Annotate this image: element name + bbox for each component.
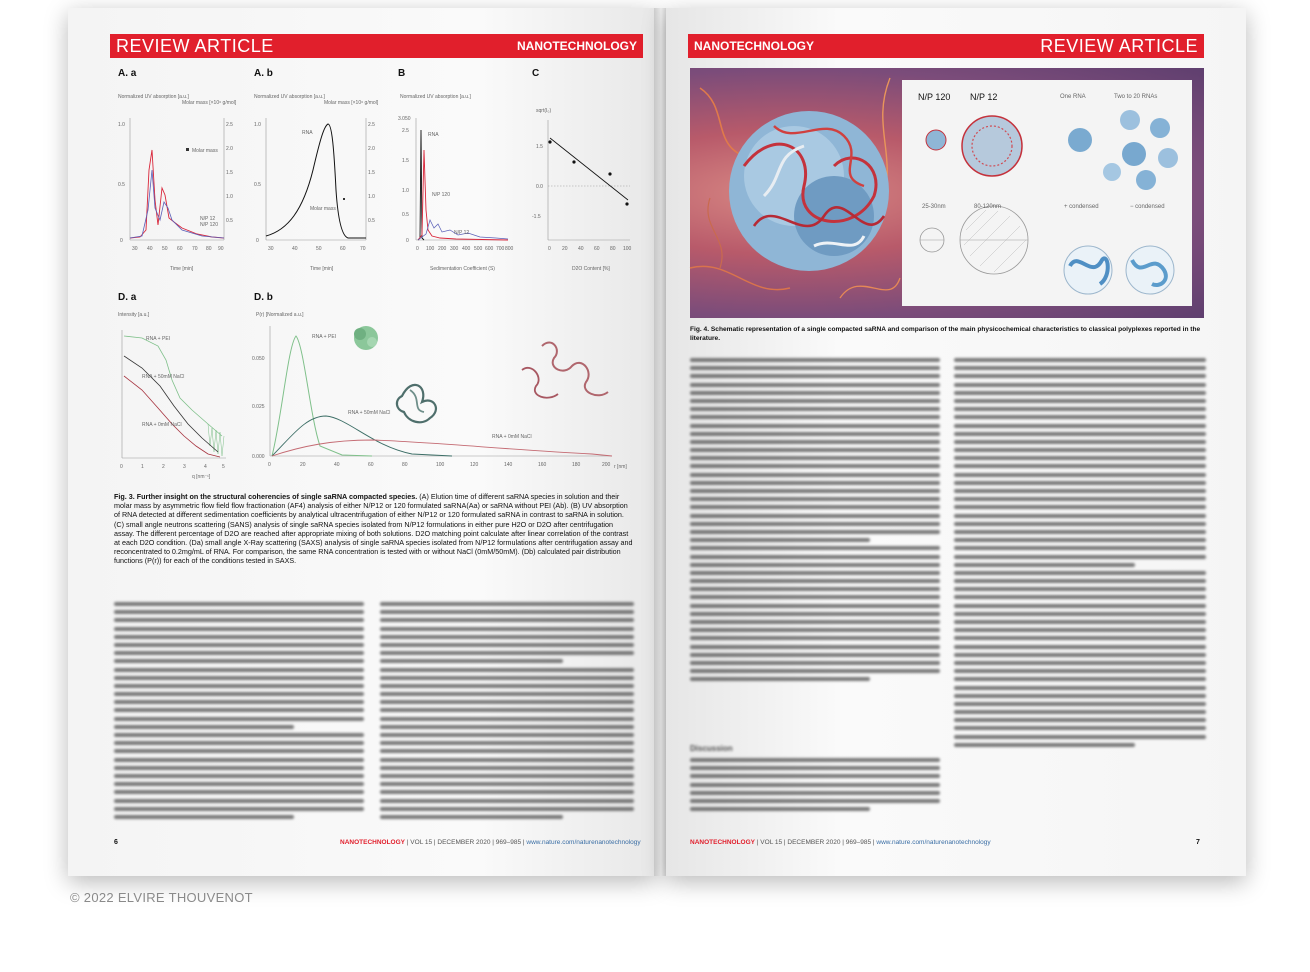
chart-db [252, 306, 632, 491]
db-legend-50mm: RNA + 50mM NaCl [348, 410, 391, 416]
fig4-label-size-large: 80-120nm [974, 204, 1002, 210]
aa-xtick: 60 [177, 246, 183, 252]
ab-legend-rna: RNA [302, 130, 313, 136]
ab-legend-molar: Molar mass [310, 206, 336, 212]
panel-label-c: C [532, 68, 540, 79]
right-body-column-1 [690, 358, 940, 686]
db-xtick: 60 [368, 462, 374, 468]
discussion-heading: Discussion [690, 744, 733, 753]
ab-ytick: 1.0 [254, 122, 261, 128]
panel-label-da: D. a [118, 292, 137, 303]
da-ylabel-left: Intensity [a.u.] [118, 312, 150, 318]
aa-ytick-right: 0.5 [226, 218, 233, 224]
da-xtick: 1 [141, 464, 144, 470]
aa-ytick: 0 [120, 238, 123, 244]
da-legend-pei: RNA + PEI [146, 336, 171, 342]
da-xtick: 2 [162, 464, 165, 470]
aa-ytick-right: 2.0 [226, 146, 233, 152]
ab-xtick: 50 [316, 246, 322, 252]
fig4-label-more-condensed: + condensed [1064, 204, 1099, 210]
b-xtick: 700 [496, 246, 505, 252]
ab-ylabel-left: Normalized UV absorption [a.u.] [254, 94, 325, 100]
left-page-number: 6 [114, 839, 118, 846]
aa-legend-molar: Molar mass [192, 148, 218, 154]
aa-ytick-right: 1.5 [226, 170, 233, 176]
b-ytick: 0 [406, 238, 409, 244]
aa-legend-np120: N/P 120 [200, 222, 218, 228]
c-point [625, 202, 628, 205]
db-0mm-line [272, 440, 612, 456]
aa-ytick-right: 1.0 [226, 194, 233, 200]
aa-xlabel: Time [min] [170, 266, 194, 272]
chart-da [112, 306, 232, 491]
ab-xtick: 70 [360, 246, 366, 252]
fig4-compacted-sarna-molecule [714, 86, 914, 296]
aa-xtick: 40 [147, 246, 153, 252]
ab-ytick-right: 2.0 [368, 146, 375, 152]
db-xlabel: r [nm] [614, 464, 627, 470]
ab-xlabel: Time [min] [310, 266, 334, 272]
db-molecule-0mm [522, 343, 608, 398]
ab-molar-marker [343, 198, 345, 200]
db-legend-0mm: RNA + 0mM NaCl [492, 434, 532, 440]
right-footer-info: | VOL 15 | DECEMBER 2020 | 969–985 | [755, 839, 877, 846]
da-50mm-line [124, 356, 218, 452]
copyright-notice: © 2022 ELVIRE THOUVENOT [70, 890, 253, 905]
left-footer-brand: NANOTECHNOLOGY [340, 839, 405, 846]
right-page [666, 8, 1246, 876]
db-xtick: 20 [300, 462, 306, 468]
c-ytick: 1.5 [536, 144, 543, 150]
panel-label-b: B [398, 68, 406, 79]
right-footer-brand: NANOTECHNOLOGY [690, 839, 755, 846]
b-xtick: 300 [450, 246, 459, 252]
da-legend-50mm: RNA + 50mM NaCl [142, 374, 185, 380]
c-fit-line [550, 138, 628, 200]
ab-xtick: 30 [268, 246, 274, 252]
c-ytick: -1.5 [532, 214, 541, 220]
c-ylabel-left: sqrt(I₀) [536, 108, 552, 114]
b-ylabel-left: Normalized UV absorption [a.u.] [400, 94, 471, 100]
aa-ylabel-left: Normalized UV absorption [a.u.] [118, 94, 189, 100]
b-ytick: 3.050 [398, 116, 411, 122]
da-pei-line [124, 336, 222, 436]
c-ytick: 0.0 [536, 184, 543, 190]
b-ytick: 1.5 [402, 158, 409, 164]
right-header-bar [688, 34, 1204, 58]
b-xtick: 400 [462, 246, 471, 252]
aa-xtick: 70 [192, 246, 198, 252]
right-footer [690, 839, 991, 846]
left-header-journal: NANOTECHNOLOGY [517, 39, 637, 53]
aa-molar-mass-marker [186, 148, 189, 151]
c-point [608, 172, 611, 175]
b-xtick: 500 [474, 246, 483, 252]
db-ytick: 0.050 [252, 356, 265, 362]
aa-ylabel-right: Molar mass [×10⁶ g/mol] [182, 100, 237, 106]
left-body-column-2 [380, 602, 634, 823]
panel-label-ab: A. b [254, 68, 273, 79]
b-ytick: 1.0 [402, 188, 409, 194]
da-legend-0mm: RNA + 0mM NaCl [142, 422, 182, 428]
left-header-bar [110, 34, 643, 58]
left-header-title: REVIEW ARTICLE [116, 35, 274, 56]
fig4-illustration [690, 68, 1204, 318]
left-footer [340, 839, 641, 846]
c-xtick: 100 [623, 246, 632, 252]
ab-ytick-right: 2.5 [368, 122, 375, 128]
c-xtick: 0 [548, 246, 551, 252]
ab-ytick: 0.5 [254, 182, 261, 188]
left-body-column-1 [114, 602, 364, 823]
right-header-journal: NANOTECHNOLOGY [694, 39, 814, 53]
da-xlabel: q [nm⁻¹] [192, 474, 211, 480]
fig4-label-size-small: 25-30nm [922, 204, 946, 210]
da-0mm-line [124, 376, 220, 457]
c-point [548, 140, 551, 143]
da-xtick: 5 [222, 464, 225, 470]
ab-xtick: 40 [292, 246, 298, 252]
b-xtick: 200 [438, 246, 447, 252]
fig4-label-np120: N/P 120 [918, 92, 951, 102]
db-xtick: 80 [402, 462, 408, 468]
right-body-column-1-discussion [690, 744, 940, 815]
c-xtick: 80 [610, 246, 616, 252]
db-molecule-50mm [397, 385, 436, 422]
b-legend-np120: N/P 120 [432, 192, 450, 198]
db-xtick: 160 [538, 462, 547, 468]
c-point [572, 160, 575, 163]
ab-ytick-right: 0.5 [368, 218, 375, 224]
fig4-label-less-condensed: − condensed [1130, 204, 1165, 210]
da-pei-noise [208, 424, 224, 456]
aa-legend-np12: N/P 12 [200, 216, 216, 222]
db-ytick: 0.000 [252, 454, 265, 460]
aa-xtick: 50 [162, 246, 168, 252]
ab-xtick: 60 [340, 246, 346, 252]
left-footer-info: | VOL 15 | DECEMBER 2020 | 969–985 | [405, 839, 527, 846]
aa-ytick: 1.0 [118, 122, 125, 128]
da-xtick: 4 [204, 464, 207, 470]
b-xtick: 0 [416, 246, 419, 252]
fig4-label-two-to-20: Two to 20 RNAs [1114, 94, 1158, 100]
ab-ylabel-right: Molar mass [×10⁶ g/mol] [324, 100, 379, 106]
right-page-number: 7 [1196, 839, 1200, 846]
fig4-caption: Fig. 4. Schematic representation of a single compacted saRNA and comparison of the main physicochemical characteristics to classical polyplexes reported in the literature. [690, 326, 1201, 342]
b-xtick: 800 [505, 246, 514, 252]
aa-ytick: 0.5 [118, 182, 125, 188]
b-ytick: 2.5 [402, 128, 409, 134]
db-legend-pei: RNA + PEI [312, 334, 337, 340]
da-xtick: 0 [120, 464, 123, 470]
right-header-title: REVIEW ARTICLE [1040, 35, 1198, 56]
b-ytick: 0.5 [402, 212, 409, 218]
db-xtick: 200 [602, 462, 611, 468]
fig4-comparison-graphics [902, 80, 1192, 306]
aa-xtick: 80 [206, 246, 212, 252]
db-xtick: 40 [334, 462, 340, 468]
db-xtick: 140 [504, 462, 513, 468]
left-page [68, 8, 656, 876]
db-ytick: 0.025 [252, 404, 265, 410]
aa-xtick: 30 [132, 246, 138, 252]
b-xlabel: Sedimentation Coefficient (S) [430, 266, 495, 272]
right-body-column-2 [954, 358, 1206, 751]
panel-label-db: D. b [254, 292, 273, 303]
da-xtick: 3 [183, 464, 186, 470]
db-molecule-pei [354, 326, 378, 350]
ab-ytick-right: 1.0 [368, 194, 375, 200]
db-pei-line [272, 336, 372, 456]
db-xtick: 100 [436, 462, 445, 468]
db-xtick: 120 [470, 462, 479, 468]
b-xtick: 600 [485, 246, 494, 252]
b-xtick: 100 [426, 246, 435, 252]
chart-c [528, 90, 638, 280]
chart-ab [248, 90, 378, 280]
ab-rna-line [266, 124, 366, 238]
db-ylabel-left: P(r) [Normalized a.u.] [256, 312, 304, 318]
c-xtick: 40 [578, 246, 584, 252]
chart-aa [112, 90, 237, 280]
left-footer-url[interactable]: www.nature.com/naturenanotechnology [526, 839, 641, 846]
db-xtick: 180 [572, 462, 581, 468]
b-legend-np12: N/P 12 [454, 230, 470, 236]
ab-ytick-right: 1.5 [368, 170, 375, 176]
c-xtick: 20 [562, 246, 568, 252]
fig3-caption [114, 492, 634, 566]
fig4-label-one-rna: One RNA [1060, 94, 1086, 100]
fig3-caption-title: Fig. 3. Further insight on the structural coherencies of single saRNA compacted species. [114, 492, 418, 501]
aa-ytick-right: 2.5 [226, 122, 233, 128]
fig4-label-np12: N/P 12 [970, 92, 998, 102]
aa-xtick: 90 [218, 246, 224, 252]
db-xtick: 0 [268, 462, 271, 468]
panel-label-aa: A. a [118, 68, 137, 79]
fig3-caption-body: (A) Elution time of different saRNA species in solution and their molar mass by asymmetric flow field flow fractionation (AF4) analysis of either N/P12 or 120 formulated saRNA(Aa) or saRNA without PEI (Ab). (B) UV absorption of RNA detected at different sedimentation coefficients by analytical ultracentrifugation of either N/P12 or 120 formulated saRNA in contrast to saRNA in solution. (C) small angle neutrons scattering (SANS) analysis of single saRNA species isolated from N/P12 formulations in either pure H2O or D2O after centrifugation assay. The different percentage of D2O are reached after appropriate mixing of both solutions. D2O matching point calculate after linear correlation of the contrast at each D2O condition. (Da) small angle X-Ray scattering (SAXS) analysis of single saRNA species isolated from N/P12 formulations after centrifugation assay and reconcentrated to 0.2mg/mL of RNA. For comparison, the same RNA concentration is tested with or without NaCl (0mM/50mM). (Db) calculated pair distribution functions (P(r)) for each of the conditions tested in SAXS. [114, 492, 633, 566]
c-xlabel: D2O Content [%] [572, 266, 610, 272]
chart-b [396, 90, 516, 280]
b-legend-rna: RNA [428, 132, 439, 138]
right-footer-url[interactable]: www.nature.com/naturenanotechnology [876, 839, 991, 846]
ab-ytick: 0 [256, 238, 259, 244]
fig4-comparison-panel [902, 80, 1192, 306]
c-xtick: 60 [594, 246, 600, 252]
